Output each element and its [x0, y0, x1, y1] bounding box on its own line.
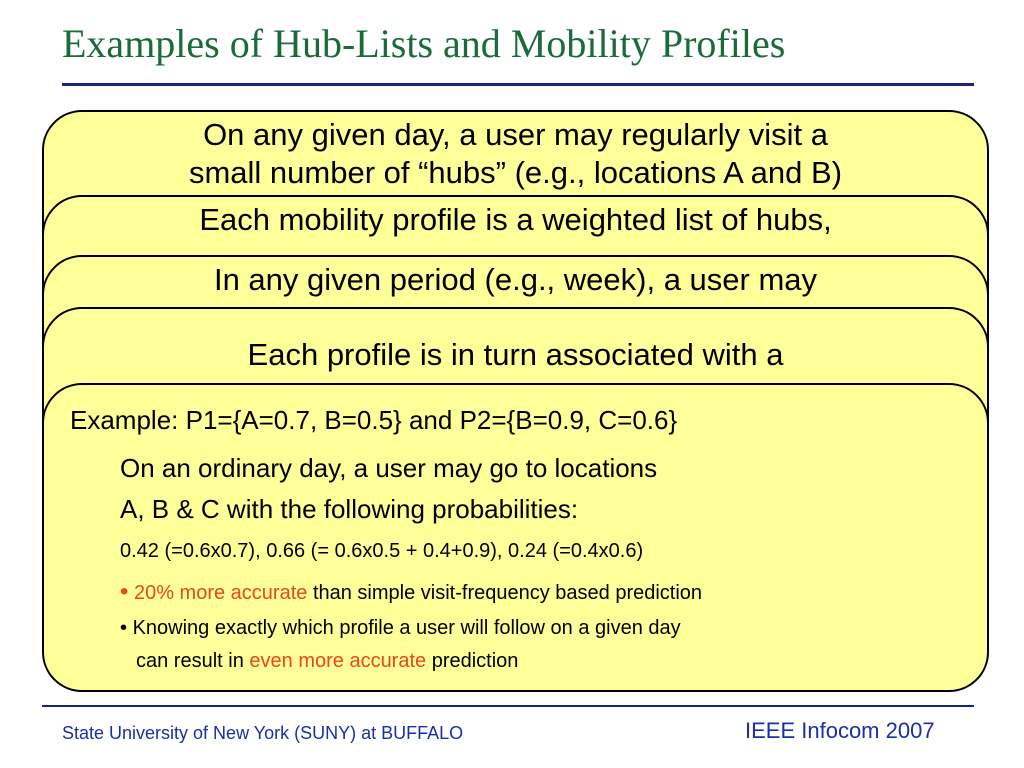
bullet-profile-knowledge: [120, 617, 681, 640]
footer-conference: IEEE Infocom 2007: [745, 718, 935, 743]
footer-divider: [42, 705, 974, 707]
bullet-marker: •: [120, 578, 129, 605]
highlight-text: even more accurate: [249, 650, 427, 672]
bullet-text: prediction: [426, 650, 519, 672]
bullet-marker: •: [120, 617, 128, 639]
callout-line: On any given day, a user may regularly visit a: [203, 117, 828, 152]
bullet-text: can result in: [136, 650, 250, 672]
example-text-line: On an ordinary day, a user may go to locations: [120, 453, 658, 483]
bullet-text: Knowing exactly which profile a user will follow on a given day: [127, 617, 681, 639]
bullet-continuation: [136, 650, 518, 673]
callout-line: Each profile is in turn associated with a: [247, 337, 784, 372]
slide-title: Examples of Hub-Lists and Mobility Profiles: [62, 21, 786, 66]
footer-institution: State University of New York (SUNY) at BUFFALO: [62, 723, 464, 743]
example-text-line: A, B & C with the following probabilities:: [120, 494, 579, 524]
example-box: [42, 383, 989, 692]
highlight-text: 20% more accurate: [133, 582, 308, 604]
bullet-accuracy: [120, 578, 702, 606]
callout-line: Each mobility profile is a weighted list of hubs,: [199, 202, 832, 237]
example-heading: Example: P1={A=0.7, B=0.5} and P2={B=0.9, C=0.6}: [70, 405, 678, 435]
bullet-text: than simple visit-frequency based prediction: [307, 582, 703, 604]
callout-line: small number of “hubs” (e.g., locations A and B): [188, 155, 843, 190]
title-divider: [62, 83, 974, 86]
example-probabilities: 0.42 (=0.6x0.7), 0.66 (= 0.6x0.5 + 0.4+0.9), 0.24 (=0.4x0.6): [120, 540, 644, 562]
callout-line: In any given period (e.g., week), a user may: [213, 262, 818, 297]
